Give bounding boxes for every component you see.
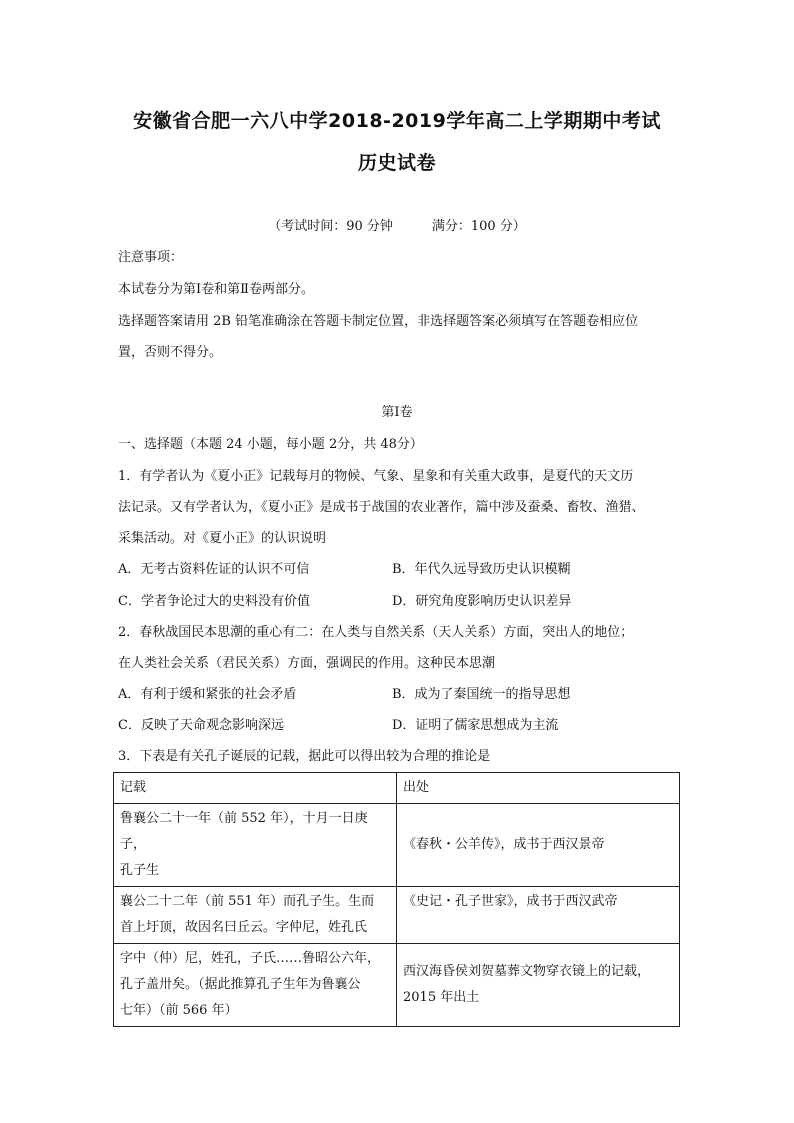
table-header-record: 记载 [114, 773, 397, 804]
cell-line: 2015 年出土 [403, 990, 480, 1005]
question-2-option-a: A．有利于缓和紧张的社会矛盾 [118, 687, 297, 702]
question-1-option-a: A．无考古资料佐证的认识不可信 [118, 562, 310, 577]
cell-line: 襄公二十二年（前 551 年）而孔子生。生而 [120, 894, 375, 909]
question-2-text: 2．春秋战国民本思潮的重心有二：在人类与自然关系（天人关系）方面，突出人的地位； [118, 625, 634, 640]
cell-line: 西汉海昏侯刘贺墓葬文物穿衣镜上的记载， [403, 964, 651, 979]
section-heading: 一、选择题（本题 24 小题，每小题 2分，共 48分） [118, 437, 423, 452]
note-item-continued: 置，否则不得分。 [118, 345, 223, 360]
table-cell-record [114, 804, 397, 887]
table-row [114, 804, 680, 887]
part-heading: 第Ⅰ卷 [381, 405, 413, 420]
question-1-option-c: C．学者争论过大的史料没有价值 [118, 594, 310, 609]
table-header-source: 出处 [397, 773, 680, 804]
table-row [114, 887, 680, 944]
cell-line: 鲁襄公二十一年（前 552 年），十月一日庚子， [120, 811, 368, 852]
question-2-option-b: B．成为了秦国统一的指导思想 [392, 687, 571, 702]
question-2-option-c: C．反映了天命观念影响深远 [118, 718, 284, 733]
question-1-option-b: B．年代久远导致历史认识模糊 [392, 562, 571, 577]
question-1-text: 法记录。又有学者认为，《夏小正》是成书于战国的农业著作，篇中涉及蚕桑、畜牧、渔猎、 [118, 500, 645, 515]
table-cell-record [114, 887, 397, 944]
birth-records-table [113, 772, 680, 1027]
cell-line: 首上圩顶，故因名曰丘云。字仲尼，姓孔氏 [120, 920, 368, 935]
cell-line: 七年）（前 566 年） [120, 1003, 238, 1018]
cell-line: 孔子生 [120, 863, 160, 878]
table-cell-record [114, 944, 397, 1027]
question-2-text: 在人类社会关系（君民关系）方面，强调民的作用。这种民本思潮 [118, 656, 496, 671]
question-1-option-d: D．研究角度影响历史认识差异 [392, 594, 572, 609]
question-1-text: 1．有学者认为《夏小正》记载每月的物候、气象、星象和有关重大政事，是夏代的天文历 [118, 469, 634, 484]
table-cell-source [397, 887, 680, 944]
table-header-row [114, 773, 680, 804]
table-row [114, 944, 680, 1027]
question-3-text: 3．下表是有关孔子诞辰的记载，据此可以得出较为合理的推论是 [118, 749, 491, 764]
exam-info: （考试时间：90 分钟 满分：100 分） [268, 219, 526, 234]
cell-line: 《春秋・公羊传》，成书于西汉景帝 [403, 837, 605, 852]
exam-subject-title: 历史试卷 [357, 152, 436, 174]
cell-line: 《史记・孔子世家》，成书于西汉武帝 [403, 894, 618, 909]
cell-line: 字中（仲）尼，姓孔，子氏……鲁昭公六年， [120, 951, 381, 966]
note-item: 本试卷分为第Ⅰ卷和第Ⅱ卷两部分。 [118, 282, 314, 297]
question-2-option-d: D．证明了儒家思想成为主流 [392, 718, 559, 733]
table-cell-source [397, 804, 680, 887]
note-item: 选择题答案请用 2B 铅笔准确涂在答题卡制定位置，非选择题答案必须填写在答题卷相应位 [118, 314, 639, 329]
exam-title: 安徽省合肥一六八中学2018-2019学年高二上学期期中考试 [133, 110, 661, 132]
table-cell-source [397, 944, 680, 1027]
notes-heading: 注意事项： [118, 250, 184, 265]
cell-line: 孔子盖卅矣。（据此推算孔子生年为鲁襄公 [120, 977, 361, 992]
question-1-text: 采集活动。对《夏小正》的认识说明 [118, 531, 327, 546]
